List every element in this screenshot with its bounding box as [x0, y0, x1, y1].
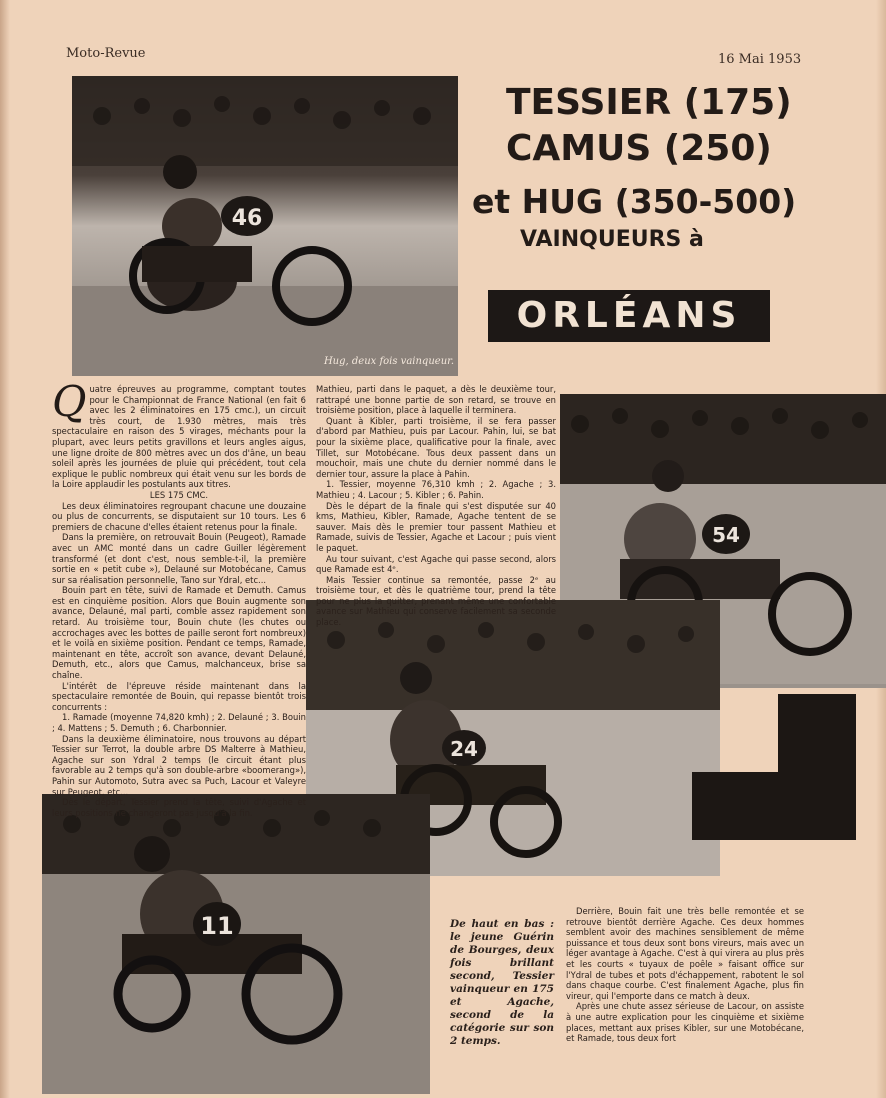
magazine-name: Moto-Revue — [66, 46, 146, 61]
paragraph: Mathieu, parti dans le paquet, a dès le deuxième tour, rattrapé une bonne partie de son retard, se trouve en troisième position, place à laquelle il terminera. — [316, 384, 556, 416]
paragraph: Dans la deuxième éliminatoire, nous trouvons au départ Tessier sur Terrot, la double arbre DS Malterre à Mathieu, Agache sur son Ydral 2 temps (le circuit étant plus favorable au 2 temps qu'à son double-arbre «boomerang»), Pahin sur Automoto, Sutra avec sa Puch, Lacour et Valeyre sur Peugeot, etc... — [52, 733, 306, 797]
paragraph: Dès le départ de la finale qui s'est disputée sur 40 kms, Mathieu, Kibler, Ramade, Agache tentent de se sauver. Mais dès le premier tour passent Mathieu et Ramade, suivis de Tessier, Agache et Lacour ; puis vient le paquet. — [316, 500, 556, 553]
paragraph: Mais Tessier continue sa remontée, passe 2ᵉ au troisième tour, et dès le quatrième tour, prend la tête pour ne plus la quitter, prenant même une confortable avance sur Mathieu qui conserve facilement sa seconde place. — [316, 574, 556, 628]
issue-date: 16 Mai 1953 — [718, 52, 802, 67]
paragraph: Après une chute assez sérieuse de Lacour, on assiste à une autre explication pour les cinquième et sixième places, mettant aux prises Kibler, sur une Motobécane, et Ramade, tous deux fort — [566, 1001, 804, 1044]
dark-block — [692, 772, 856, 840]
drop-cap: Q — [52, 377, 87, 426]
results-paragraph: 1. Ramade (moyenne 74,820 kmh) ; 2. Delauné ; 3. Bouin ; 4. Mattens ; 5. Demuth ; 6. Charbonnier. — [52, 712, 306, 733]
paragraph: uatre épreuves au programme, comptant toutes pour le Championnat de France National (en fait 6 avec les 2 éliminatoires en 175 cmc.), un circuit très court, de 1.930 mètres, mais très spectaculaire en raison des 5 virages, méchants pour la plupart, avec leurs petits gravillons et leurs angles aigus, une ligne droite de 800 mètres avec un dos d'âne, un beau soleil après les journées de pluie qui précédent, tout cela explique le public nombreux qui était venu sur les bords de la Loire applaudir les postulants aux titres. — [52, 384, 306, 490]
paragraph: Les deux éliminatoires regroupant chacune une douzaine ou plus de concurrents, se disputaient sur 10 tours. Les 6 premiers de chacune d'elles étaient retenus pour la finale. — [52, 500, 306, 532]
article-column-1 — [52, 377, 306, 818]
headline-line-2: CAMUS (250) — [506, 128, 772, 169]
photo-caption-hug: Hug, deux fois vainqueur. — [323, 356, 454, 367]
paragraph: Au tour suivant, c'est Agache qui passe second, alors que Ramade est 4ᵉ. — [316, 553, 556, 575]
race-number-24: 24 — [450, 737, 478, 761]
race-number-54: 54 — [712, 523, 740, 547]
article-column-3 — [566, 906, 804, 1044]
headline-line-1: TESSIER (175) — [506, 82, 792, 123]
photo-agache — [42, 794, 430, 1094]
race-number-11: 11 — [200, 912, 234, 940]
paragraph: Dès le départ, Tessier prend la tête, suivi d'Agache et leurs positions ne changeront pas jusqu'à la fin. — [52, 797, 306, 818]
section-heading-175: LES 175 CMC. — [149, 489, 209, 500]
paragraph: L'intérêt de l'épreuve réside maintenant dans la spectaculaire remontée de Bouin, qui repasse bientôt trois concurrents : — [52, 680, 306, 712]
article-column-2 — [316, 384, 556, 628]
results-paragraph: 1. Tessier, moyenne 76,310 kmh ; 2. Agache ; 3. Mathieu ; 4. Lacour ; 5. Kibler ; 6. Pahin. — [316, 479, 556, 500]
race-number-46: 46 — [231, 206, 263, 231]
photos-caption: De haut en bas : le jeune Guérin de Bourges, deux fois brillant second, Tessier vainqueur en 175 et Agache, second de la catégorie sur son 2 temps. — [450, 918, 554, 1047]
headline-line-4: VAINQUEURS à — [520, 227, 704, 252]
paragraph: Quant à Kibler, parti troisième, il se fera passer d'abord par Mathieu, puis par Lacour. Pahin, lui, se bat pour la sixième place, qualificative pour la finale, avec Tillet, sur Motobécane. Tous deux passent dans un mouchoir, mais une chute du dernier nommé dans le dernier tour, assure la place à Pahin. — [316, 415, 556, 479]
photo-hug — [72, 76, 458, 376]
paragraph: Dans la première, on retrouvait Bouin (Peugeot), Ramade avec un AMC monté dans un cadre Guiller légèrement transformé (et dont c'est, nous semble-t-il, la première sortie en « petit cube »), Delauné sur Motobécane, Camus sur sa réalisation personnelle, Tano sur Ydral, etc... — [52, 532, 306, 585]
paragraph: Derrière, Bouin fait une très belle remontée et se retrouve bientôt derrière Agache. Ces deux hommes semblent avoir des machines sensiblement de même puissance et tous deux sont bons vireurs, mais avec un léger avantage à Agache. C'est à qui virera au plus près et les courts « tuyaux de poêle » faisant office sur l'Ydral de tubes et pots d'échappement, rabotent le sol dans chaque courbe. C'est finalement Agache, plus fin vireur, qui l'emporte dans ce match à deux. — [566, 906, 804, 1001]
dark-block — [778, 694, 856, 772]
headline-location: ORLÉANS — [488, 290, 770, 342]
headline-line-3: et HUG (350-500) — [472, 182, 797, 221]
page-edge-left — [0, 0, 10, 1098]
paragraph: Bouin part en tête, suivi de Ramade et Demuth. Camus est en cinquième position. Alors que Bouin augmente son avance, Delauné, mal parti, comble assez rapidement son retard. Au troisième tour, Bouin chute (les chutes ou accrochages avec les bottes de paille seront fort nombreux) et le voilà en sixième position. Pendant ce temps, Ramade, maintenant en tête, accroît son avance, devant Delauné, Demuth, etc., alors que Camus, malchanceux, brise sa chaîne. — [52, 585, 306, 681]
